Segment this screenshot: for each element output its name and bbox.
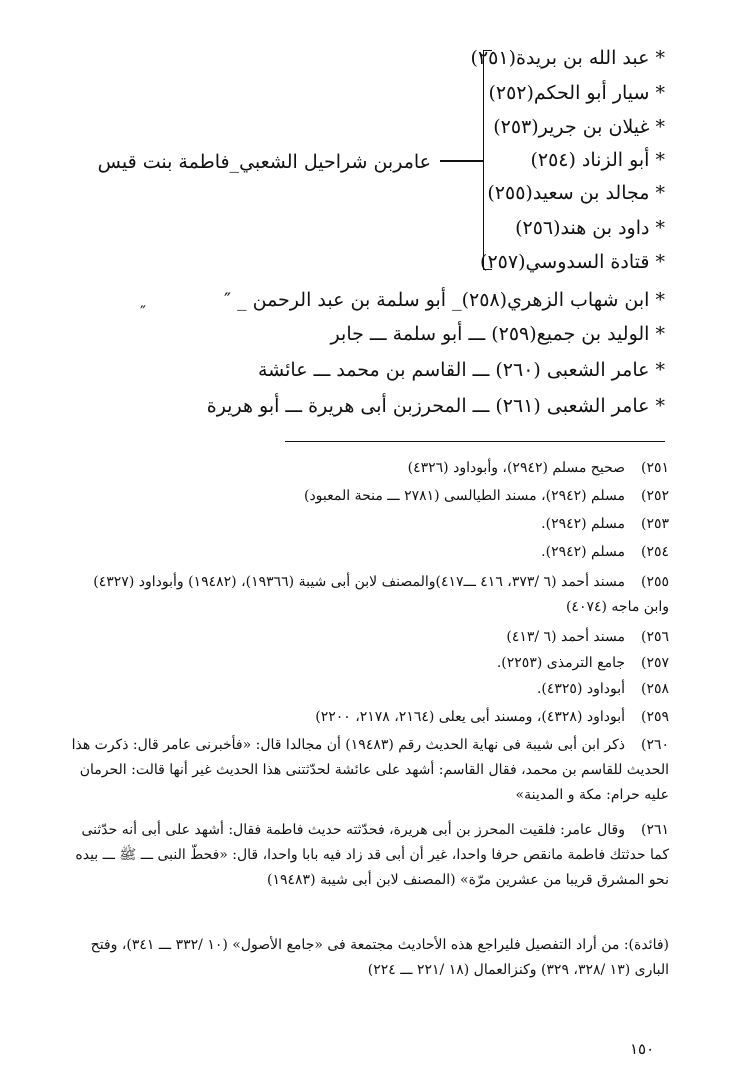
bracket-connector xyxy=(440,160,484,162)
chain-line: * ابن شهاب الزهري(٢٥٨)_ أبو سلمة بن عبد الرحمن _ ″ xyxy=(223,289,665,311)
footnote-number: ٢٦٠) xyxy=(640,737,669,753)
footnote-text: جامع الترمذى (٢٢٥٣). xyxy=(496,655,625,671)
narrator: * أبو الزناد (٢٥٤) xyxy=(530,149,665,171)
narrator: * قتادة السدوسي(٢٥٧) xyxy=(480,251,665,273)
footnote-text: مسند أحمد (٦ /٤١٣) xyxy=(506,629,625,645)
narrator: * غيلان بن جرير(٢٥٣) xyxy=(493,116,665,138)
footnote-text: مسلم (٢٩٤٢)، مسند الطيالسى (٢٧٨١ ـــ منحة المعبود) xyxy=(303,488,625,504)
footnote-text: مسند أحمد (٦ /٣٧٣، ٤١٦ ـــ٤١٧)والمصنف لابن أبى شيبة (١٩٣٦٦)، (١٩٤٨٢) وأبوداود (٤٣٢٧) وابن ماجه (٤٠٧٤) xyxy=(93,574,669,615)
footnote xyxy=(69,540,669,565)
footnote-text: مسلم (٢٩٤٢). xyxy=(541,516,625,532)
footnote xyxy=(69,651,669,676)
chain-line: * الوليد بن جميع(٢٥٩) ـــ أبو سلمة ـــ جابر xyxy=(330,323,665,345)
footnote xyxy=(69,456,669,481)
page-number: ١٥٠ xyxy=(630,1040,655,1058)
footnote xyxy=(69,733,669,808)
narrator: * مجالد بن سعيد(٢٥٥) xyxy=(487,182,665,204)
narrator: * سيار أبو الحكم(٢٥٢) xyxy=(488,82,665,104)
footnote-number: ٢٥٣) xyxy=(640,516,669,532)
footnote xyxy=(69,570,669,620)
footnote-number: ٢٥٢) xyxy=(640,488,669,504)
footnote-number: ٢٥٦) xyxy=(640,629,669,645)
footnote xyxy=(69,512,669,537)
footnote-note: (فائدة): من أراد التفصيل فليراجع هذه الأحاديث مجتمعة فى «جامع الأصول» (١٠ /٣٣٢ ـــ ٣٤١)، وفتح البارى (١٣ /٣٢٨، ٣٢٩) وكنزالعمال (١٨ /٢٢١ ـــ ٢٢٤) xyxy=(90,937,669,978)
footnote-number: ٢٥٨) xyxy=(640,681,669,697)
footnote-text: مسلم (٢٩٤٢). xyxy=(541,544,625,560)
footnote-text: وقال عامر: فلقيت المحرز بن أبى هريرة، فحدّثته حديث فاطمة فقال: أشهد على أبى أنه حدّثنى كما حدثتك فاطمة مانقص حرفا واحدا، غير أن أبى قد زاد فيه بابا واحدا، قال: «فحطّ النبى ـــ ﷺ ـــ بيده نحو المشرق قريبا من عشرين مرّة» (المصنف لابن أبى شيبة (١٩٤٨٣) xyxy=(75,822,669,888)
footnote xyxy=(69,818,669,893)
footnote-number: ٢٥٧) xyxy=(640,655,669,671)
footnote-number: ٢٥٩) xyxy=(640,709,669,725)
footnote-separator xyxy=(285,441,665,442)
footnote xyxy=(69,484,669,509)
margin-mark: ″ xyxy=(140,302,146,321)
narrator: * داود بن هند(٢٥٦) xyxy=(515,217,665,239)
footnote-number: ٢٥٥) xyxy=(640,574,669,590)
footnote-text: ذكر ابن أبى شيبة فى نهاية الحديث رقم (١٩٤٨٣) أن مجالدا قال: «فأخبرنى عامر قال: ذكرت هذا الحديث للقاسم بن محمد، فقال القاسم: أشهد على عائشة لحدّثتنى هذا الحديث غير أنها قالت: الحرمان عليه حرام: مكة و المدينة» xyxy=(71,737,669,803)
chain-line: * عامر الشعبى (٢٦١) ـــ المحرزبن أبى هريرة ـــ أبو هريرة xyxy=(206,395,665,417)
chain-target: عامربن شراحيل الشعبي_فاطمة بنت قيس xyxy=(97,151,431,173)
footnote xyxy=(69,677,669,702)
footnote-text: أبوداود (٤٣٢٥). xyxy=(536,681,625,697)
footnote-number: ٢٥٤) xyxy=(640,544,669,560)
narrator-bracket xyxy=(483,50,492,270)
footnote-number: ٢٥١) xyxy=(640,460,669,476)
footnote-number: ٢٦١) xyxy=(640,822,669,838)
footnote-text: أبوداود (٤٣٢٨)، ومسند أبى يعلى (٢١٦٤، ٢١٧٨، ٢٢٠٠) xyxy=(315,709,625,725)
narrator: * عبد الله بن بريدة(٢٥١) xyxy=(470,47,665,69)
footnote-text: صحيح مسلم (٢٩٤٢)، وأبوداود (٤٣٢٦) xyxy=(407,460,625,476)
footnote xyxy=(69,705,669,730)
footnote xyxy=(69,625,669,650)
chain-line: * عامر الشعبى (٢٦٠) ـــ القاسم بن محمد ـــ عائشة xyxy=(258,359,665,381)
